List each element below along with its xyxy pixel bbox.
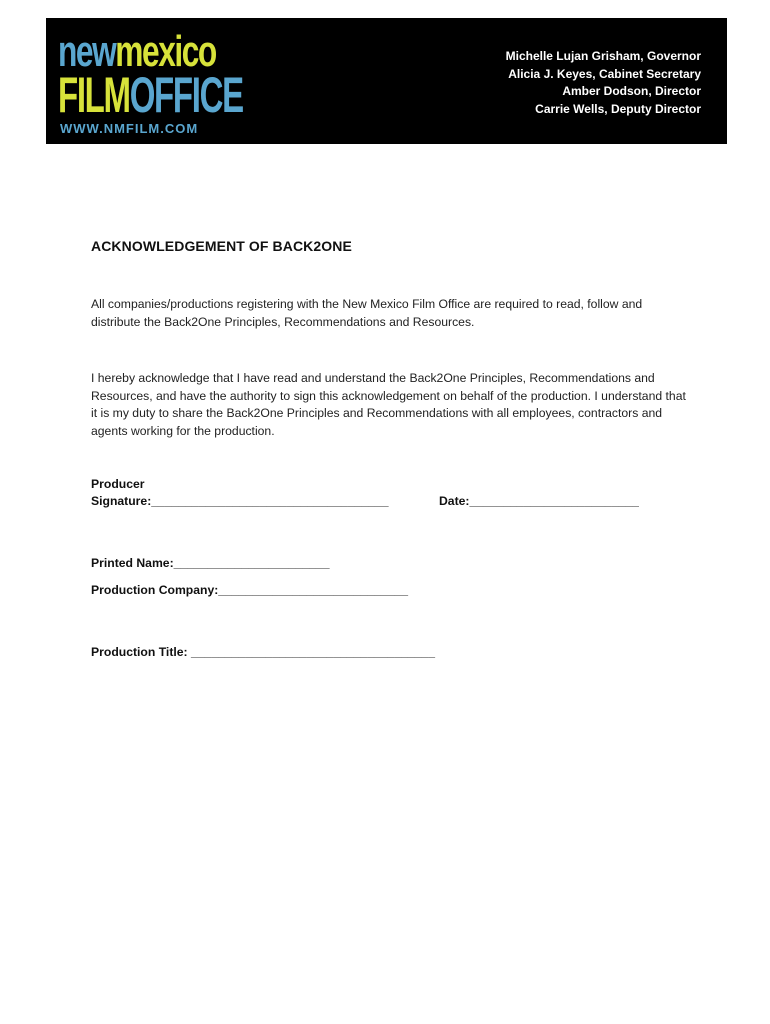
letterhead-banner: [46, 18, 727, 144]
logo-word-office: OFFICE: [129, 67, 243, 123]
logo-line-filmoffice: [58, 67, 243, 123]
official-deputy-director: Carrie Wells, Deputy Director: [535, 101, 701, 116]
production-title-field[interactable]: Production Title: ____________________________________: [91, 645, 435, 659]
registration-paragraph: All companies/productions registering with the New Mexico Film Office are required to read, follow and distribute the Back2One Principles, Recommendations and Resources.: [91, 297, 643, 329]
official-director: Amber Dodson, Director: [562, 84, 701, 98]
signature-field[interactable]: Signature:___________________________________: [91, 494, 389, 508]
production-company-field[interactable]: Production Company:____________________________: [91, 583, 409, 597]
logo-word-mexico: mexico: [115, 27, 216, 76]
producer-label: Producer: [91, 477, 145, 491]
official-cabinet-secretary: Alicia J. Keyes, Cabinet Secretary: [508, 66, 701, 81]
logo-word-new: new: [58, 27, 116, 76]
printed-name-field[interactable]: Printed Name:_______________________: [91, 556, 330, 570]
acknowledgement-paragraph: I hereby acknowledge that I have read and understand the Back2One Principles, Recommendations and Resources, and have the authority to sign this acknowledgement on behalf of the production. I understand that it is my duty to share the Back2One Principles and Recommendations with all employees, contractors and agents working for the production.: [91, 371, 686, 438]
officials-list: [506, 48, 701, 118]
document-title: ACKNOWLEDGEMENT OF BACK2ONE: [91, 238, 352, 254]
logo-word-film: FILM: [58, 67, 130, 123]
date-field[interactable]: Date:_________________________: [439, 494, 639, 508]
nm-film-office-logo: [58, 27, 243, 136]
logo-url: WWW.NMFILM.COM: [60, 121, 199, 136]
official-governor: Michelle Lujan Grisham, Governor: [505, 49, 701, 63]
